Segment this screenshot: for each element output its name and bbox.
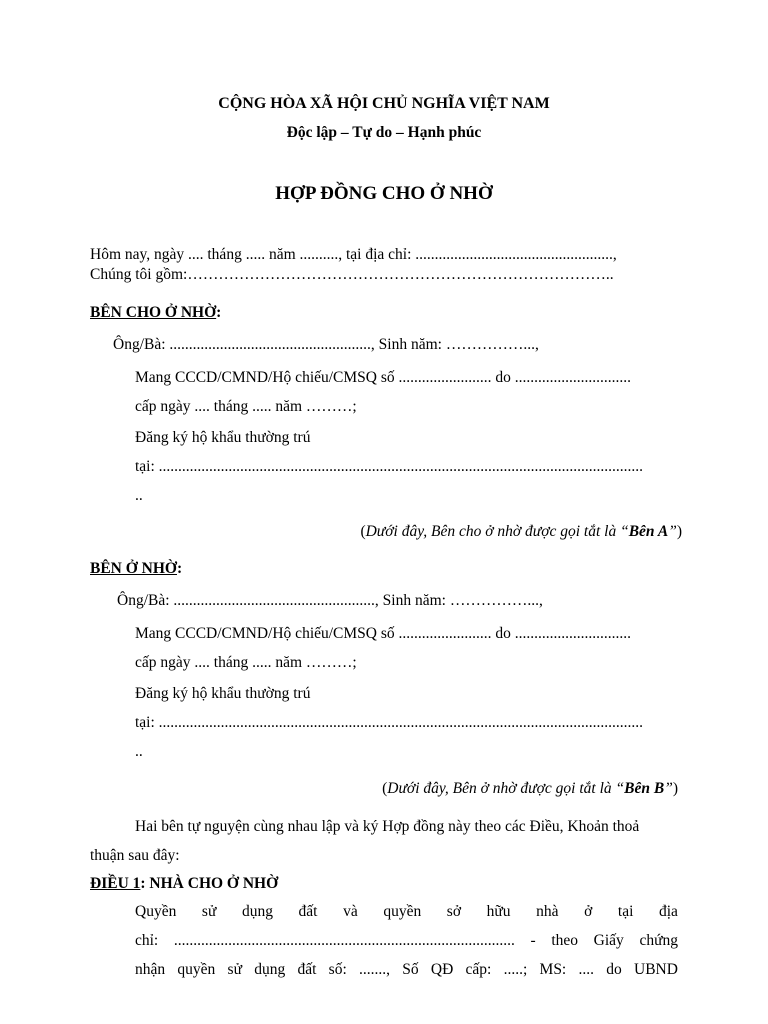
word: MS:	[539, 961, 567, 978]
party-a-id-line: Mang CCCD/CMND/Hộ chiếu/CMSQ số ........................ do ..............................	[135, 369, 632, 386]
word: -	[530, 932, 536, 949]
word: theo	[551, 932, 579, 949]
party-b-issue-date-line: cấp ngày .... tháng ..... năm ………;	[135, 654, 357, 671]
word: QĐ	[430, 961, 454, 978]
party-b-residence-label: Đăng ký hộ khẩu thường trú	[135, 685, 311, 702]
party-b-heading-text: BÊN Ở NHỜ	[90, 560, 177, 577]
word: tại	[617, 903, 634, 920]
agreement-line-2: thuận sau đây:	[90, 847, 180, 864]
party-b-note	[382, 780, 678, 799]
agreement-line-1: Hai bên tự nguyện cùng nhau lập và ký Hợp đồng này theo các Điều, Khoản thoả	[135, 818, 640, 835]
party-b-note-open: (	[382, 780, 388, 797]
party-a-note-quote: ”	[668, 523, 677, 540]
party-a-residence-label: Đăng ký hộ khẩu thường trú	[135, 429, 311, 446]
article-1-heading	[90, 875, 278, 894]
party-a-address-continuation: ..	[135, 487, 143, 504]
word: số:	[328, 961, 347, 978]
word: ....	[578, 961, 594, 978]
article-1-line-1	[135, 903, 678, 922]
party-b-note-close: )	[672, 780, 678, 797]
word: do	[606, 961, 622, 978]
party-b-note-quote: ”	[664, 780, 673, 797]
word: Quyền	[135, 903, 177, 920]
word: sở	[446, 903, 462, 920]
word: đất	[297, 961, 317, 978]
party-a-heading	[90, 304, 221, 323]
article-1-title: : NHÀ CHO Ở NHỜ	[140, 875, 279, 892]
word: ở	[584, 903, 593, 920]
word: quyền	[177, 961, 216, 978]
intro-date-line: Hôm nay, ngày .... tháng ..... năm .........., tại địa chỉ: ...................................................,	[90, 246, 617, 263]
word: .....;	[503, 961, 528, 978]
party-b-name-line: Ông/Bà: ...................................................., Sinh năm: ……………...,	[117, 592, 543, 609]
word: sử	[227, 961, 242, 978]
word: quyền	[383, 903, 422, 920]
party-b-note-alias: Bên B	[624, 780, 665, 797]
article-1-line-3	[135, 961, 678, 980]
party-a-name-line: Ông/Bà: ...................................................., Sinh năm: ……………...,	[113, 336, 539, 353]
word: và	[343, 903, 358, 920]
party-b-heading	[90, 560, 182, 579]
word: dụng	[241, 903, 273, 920]
intro-parties-line: Chúng tôi gồm:………………………………………………………………………..	[90, 266, 614, 283]
party-a-note-text: Dưới đây, Bên cho ở nhờ được gọi tắt là “	[365, 523, 629, 540]
word: chứng	[639, 932, 678, 949]
word: đất	[298, 903, 318, 920]
word: dụng	[254, 961, 286, 978]
article-1-label: ĐIỀU 1	[90, 875, 141, 892]
word: chỉ:	[135, 932, 159, 949]
word: Giấy	[593, 932, 624, 949]
party-b-heading-colon: :	[176, 560, 183, 577]
party-a-note	[360, 523, 682, 542]
party-b-address-continuation: ..	[135, 743, 143, 760]
word: UBND	[634, 961, 678, 978]
party-a-heading-colon: :	[216, 304, 222, 321]
word: cấp:	[465, 961, 492, 978]
national-title: CỘNG HÒA XÃ HỘI CHỦ NGHĨA VIỆT NAM	[218, 95, 550, 112]
contract-title: HỢP ĐỒNG CHO Ở NHỜ	[275, 183, 493, 204]
party-a-issue-date-line: cấp ngày .... tháng ..... năm ………;	[135, 398, 357, 415]
word: sử	[201, 903, 217, 920]
word: hữu	[486, 903, 511, 920]
party-b-address-line: tại: .............................................................................................................................	[135, 714, 644, 731]
party-a-note-close: )	[676, 523, 682, 540]
party-a-note-open: (	[360, 523, 366, 540]
word: nhà	[536, 903, 559, 920]
national-motto: Độc lập – Tự do – Hạnh phúc	[286, 124, 482, 141]
word: địa	[659, 903, 678, 920]
party-a-note-alias: Bên A	[628, 523, 669, 540]
word: nhận	[135, 961, 166, 978]
party-b-id-line: Mang CCCD/CMND/Hộ chiếu/CMSQ số ........................ do ..............................	[135, 625, 632, 642]
word: .......,	[359, 961, 390, 978]
article-1-line-2	[135, 932, 678, 951]
party-b-note-text: Dưới đây, Bên ở nhờ được gọi tắt là “	[387, 780, 625, 797]
party-a-address-line: tại: .............................................................................................................................	[135, 458, 644, 475]
word: Số	[402, 961, 419, 978]
word: ........................................................................................	[173, 932, 515, 949]
party-a-heading-text: BÊN CHO Ở NHỜ	[90, 304, 217, 321]
